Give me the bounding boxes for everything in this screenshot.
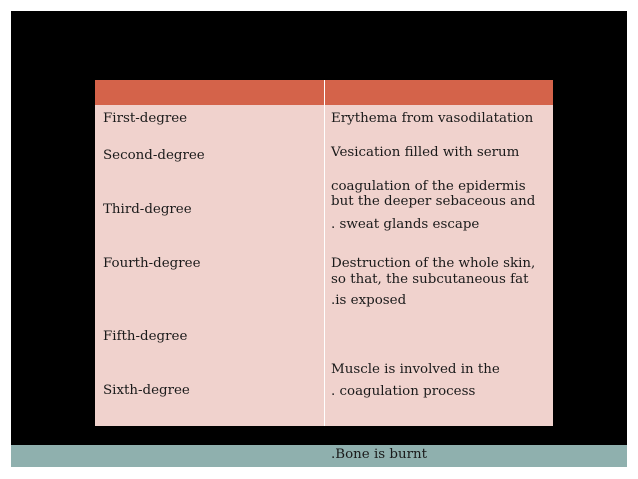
degree-label-second: Second-degree: [103, 148, 205, 163]
footer-bar: [11, 445, 627, 467]
description-sixth-line-1: Muscle is involved in the: [331, 362, 500, 377]
description-first-line-1: Erythema from vasodilatation: [331, 111, 534, 126]
description-fourth-line-3: .is exposed: [331, 293, 407, 308]
description-fourth-line-1: Destruction of the whole skin,: [331, 256, 536, 271]
column-divider: [324, 80, 325, 426]
description-third-line-2: but the deeper sebaceous and: [331, 194, 536, 209]
degree-label-fourth: Fourth-degree: [103, 256, 201, 271]
description-overflow-bone: .Bone is burnt: [331, 447, 427, 462]
description-third-line-1: coagulation of the epidermis: [331, 179, 526, 194]
degree-label-fifth: Fifth-degree: [103, 329, 188, 344]
description-sixth-line-2: . coagulation process: [331, 384, 476, 399]
burn-degree-table: [95, 80, 553, 426]
degree-label-sixth: Sixth-degree: [103, 383, 190, 398]
description-fourth-line-2: so that, the subcutaneous fat: [331, 272, 529, 287]
degree-label-third: Third-degree: [103, 202, 192, 217]
description-third-line-3: . sweat glands escape: [331, 217, 480, 232]
description-second-line-1: Vesication filled with serum: [331, 145, 520, 160]
degree-label-first: First-degree: [103, 111, 188, 126]
